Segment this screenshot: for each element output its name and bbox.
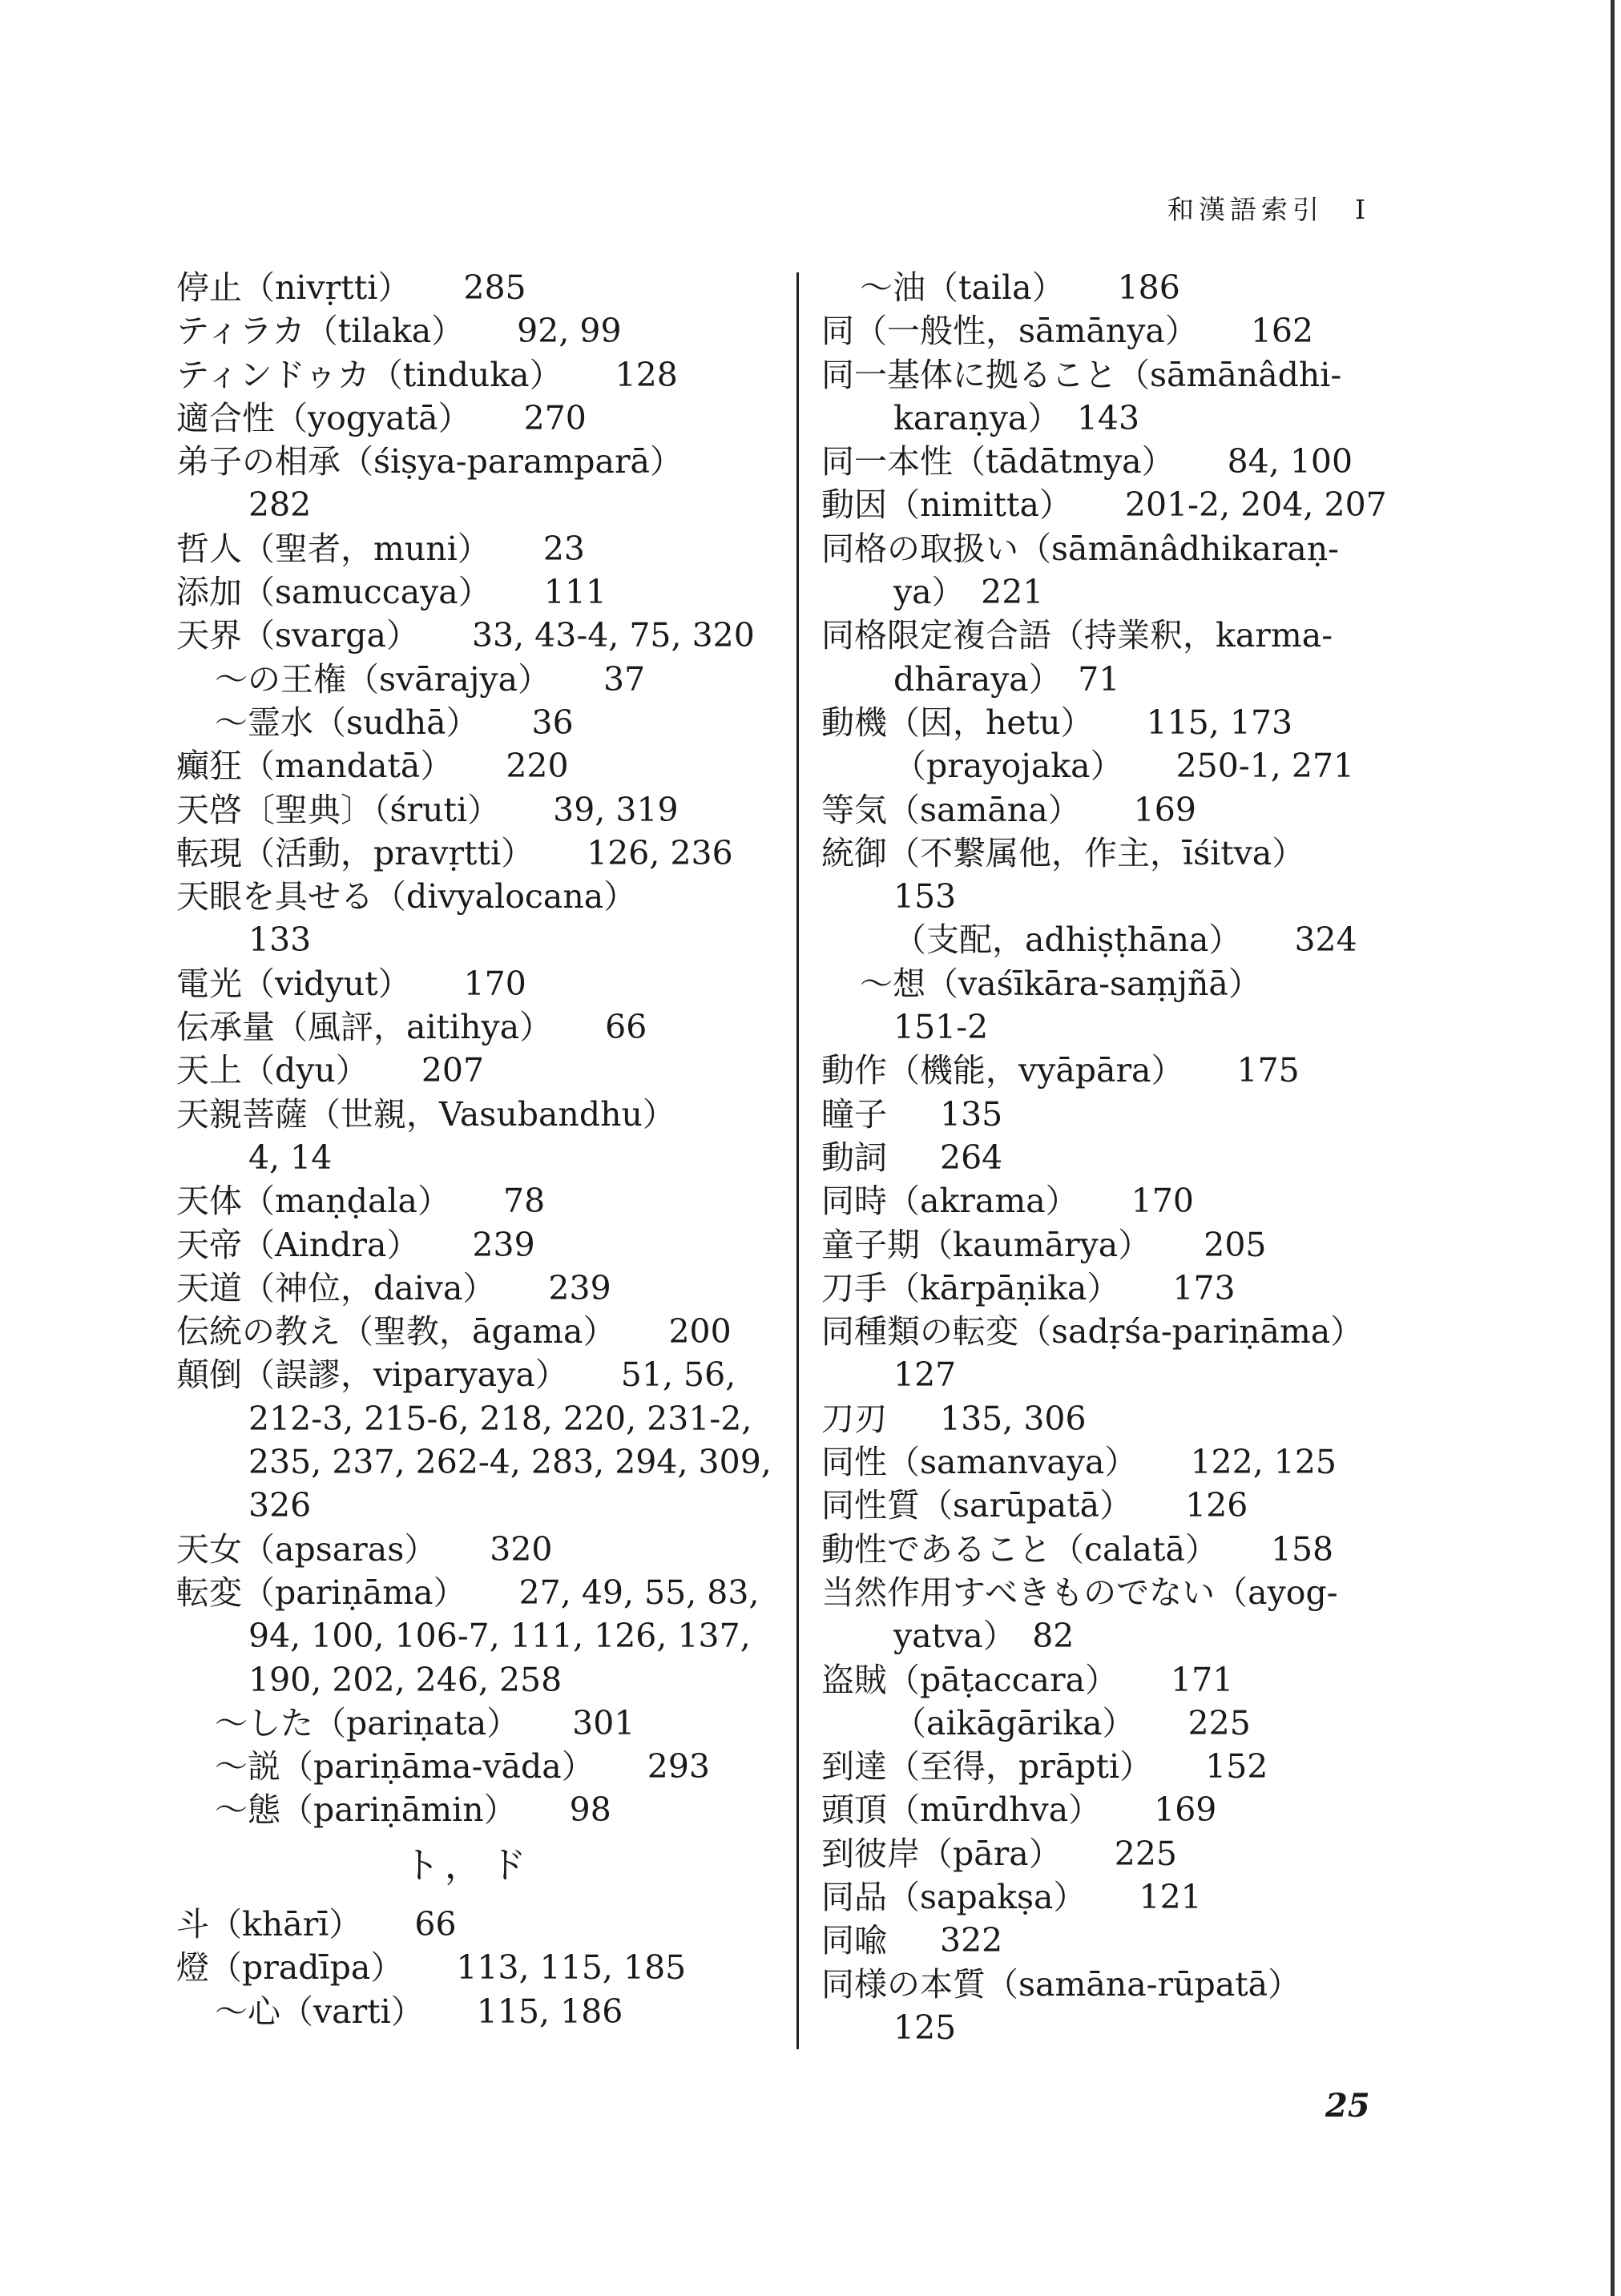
index-pages: 135, 306 (940, 1399, 1087, 1438)
index-pages: 264 (940, 1138, 1003, 1177)
index-entry (176, 527, 793, 570)
index-entry (176, 832, 793, 875)
index-pages: 301 (572, 1703, 635, 1742)
index-pages: 170 (463, 964, 526, 1003)
index-entry (821, 353, 1438, 397)
index-entry (821, 1832, 1438, 1875)
index-term: 瞳子 (821, 1094, 887, 1134)
index-term: 動作（機能，vyāpāra） (821, 1051, 1184, 1090)
index-pages: 152 (1205, 1747, 1268, 1786)
index-term: 同格の取扱い（sāmānâdhikaraṇ- (821, 529, 1340, 568)
index-term: 動因（nimitta） (821, 485, 1072, 525)
index-pages: 122, 125 (1190, 1443, 1337, 1482)
index-term: 到達（至得，prāpti） (821, 1747, 1153, 1786)
index-continuation: yatva） 82 (893, 1617, 1075, 1656)
index-entry (821, 1267, 1438, 1310)
index-entry (176, 962, 793, 1005)
index-entry (821, 1702, 1438, 1745)
index-entry (821, 527, 1438, 570)
index-pages: 175 (1236, 1051, 1300, 1090)
index-pages: 111 (543, 573, 607, 612)
index-pages: 27, 49, 55, 83, (518, 1573, 760, 1612)
index-term: 〜想（vaśīkāra-saṃjñā） (860, 964, 1261, 1003)
index-entry (176, 701, 793, 744)
index-entry (821, 1223, 1438, 1267)
index-pages: 158 (1270, 1529, 1334, 1569)
index-continuation: 190, 202, 246, 258 (248, 1660, 563, 1699)
index-entry (176, 1049, 793, 1092)
index-term: 同時（akrama） (821, 1182, 1079, 1221)
index-term: 到彼岸（pāra） (821, 1834, 1062, 1873)
index-pages: 37 (603, 659, 646, 699)
index-entry (176, 1903, 793, 1946)
index-entry (176, 266, 793, 309)
index-entry (176, 1310, 793, 1353)
index-entry (176, 1223, 793, 1267)
index-term: 盗賊（pāṭaccara） (821, 1660, 1119, 1699)
index-term: 天上（dyu） (176, 1051, 369, 1090)
index-term: ティラカ（tilaka） (176, 312, 465, 351)
index-term: 同性質（sarūpatā） (821, 1486, 1133, 1525)
index-term: 弟子の相承（śiṣya-paramparā） (176, 442, 683, 481)
index-entry (176, 1990, 793, 2033)
index-term: 同性（samanvaya） (821, 1443, 1138, 1482)
index-term: 〜心（varti） (215, 1992, 424, 2031)
index-entry (176, 1353, 793, 1396)
index-entry (821, 1440, 1438, 1484)
index-term: 刀刃 (821, 1399, 887, 1438)
index-pages: 320 (490, 1529, 553, 1569)
index-term: 〜油（taila） (860, 268, 1065, 307)
index-continuation: 125 (893, 2008, 957, 2047)
index-entry (821, 266, 1438, 309)
index-pages: 84, 100 (1227, 442, 1353, 481)
index-continuation: dhāraya） 71 (893, 659, 1120, 699)
index-term: （支配，adhiṣṭhāna） (893, 920, 1242, 960)
index-term: 天啓〔聖典〕（śruti） (176, 790, 501, 829)
index-entry (821, 1136, 1438, 1179)
index-entry (821, 1919, 1438, 1962)
index-continuation: 235, 237, 262-4, 283, 294, 309, (248, 1443, 772, 1482)
index-entry (176, 1788, 793, 1831)
index-entry (821, 483, 1438, 526)
index-term: 同一本性（tādātmya） (821, 442, 1175, 481)
index-pages: 169 (1133, 790, 1196, 829)
index-pages: 225 (1188, 1703, 1251, 1742)
index-pages: 66 (414, 1904, 457, 1944)
column-divider (796, 272, 799, 2049)
index-term: 添加（samuccaya） (176, 573, 491, 612)
index-continuation: 4, 14 (248, 1138, 333, 1177)
index-entry (821, 918, 1438, 961)
index-term: 電光（vidyut） (176, 964, 411, 1003)
index-entry (176, 397, 793, 440)
index-term: 同一基体に拠ること（sāmānâdhi- (821, 355, 1342, 394)
index-entry (176, 440, 793, 483)
index-term: 顛倒（誤謬，viparyaya） (176, 1355, 568, 1395)
index-term: 天界（svarga） (176, 616, 419, 655)
index-entry (821, 1658, 1438, 1702)
index-entry (821, 1310, 1438, 1353)
index-term: 〜した（pariṇata） (215, 1703, 520, 1742)
index-term: 転現（活動，pravṛtti） (176, 833, 534, 872)
index-entry (176, 1745, 793, 1788)
index-term: （aikāgārika） (893, 1703, 1135, 1742)
index-pages: 126 (1185, 1486, 1248, 1525)
index-pages: 98 (569, 1790, 611, 1830)
index-entry (176, 1571, 793, 1614)
index-pages: 135 (940, 1094, 1003, 1134)
index-pages: 170 (1131, 1182, 1194, 1221)
index-column-left (176, 266, 793, 2033)
index-term: 〜説（pariṇāma-vāda） (215, 1747, 595, 1786)
index-pages: 270 (523, 398, 587, 437)
index-term: 天親菩薩（世親，Vasubandhu） (176, 1094, 675, 1134)
index-pages: 113, 115, 185 (456, 1948, 687, 1988)
index-entry (176, 1093, 793, 1136)
index-term: 統御（不繋属他，作主，īśitva） (821, 833, 1305, 872)
index-entry (821, 701, 1438, 744)
index-term: 天女（apsaras） (176, 1529, 438, 1569)
index-pages: 285 (463, 268, 526, 307)
index-pages: 169 (1154, 1790, 1217, 1830)
index-entry (821, 962, 1438, 1005)
index-term: 適合性（yogyatā） (176, 398, 471, 437)
index-pages: 171 (1171, 1660, 1234, 1699)
index-term: 刀手（kārpāṇika） (821, 1268, 1120, 1307)
index-entry (821, 1963, 1438, 2006)
index-continuation: 151-2 (893, 1008, 989, 1047)
index-term: 燈（pradīpa） (176, 1948, 404, 1988)
index-entry (821, 1179, 1438, 1223)
index-continuation: 153 (893, 877, 957, 916)
index-term: 頭頂（mūrdhva） (821, 1790, 1102, 1830)
index-term: 転変（pariṇāma） (176, 1573, 466, 1612)
index-term: （prayojaka） (893, 747, 1123, 786)
index-continuation: 326 (248, 1486, 312, 1525)
index-pages: 92, 99 (517, 312, 622, 351)
index-pages: 293 (647, 1747, 710, 1786)
index-term: 伝承量（風評，aitihya） (176, 1008, 553, 1047)
index-entry (176, 1267, 793, 1310)
index-term: 天体（maṇḍala） (176, 1182, 450, 1221)
index-pages: 322 (940, 1921, 1003, 1960)
index-term: 童子期（kaumārya） (821, 1225, 1151, 1264)
index-column-right (821, 266, 1438, 2049)
index-term: 天眼を具せる（divyalocana） (176, 877, 637, 916)
index-pages: 239 (548, 1268, 611, 1307)
index-pages: 121 (1139, 1877, 1202, 1916)
page-number: 25 (1325, 2087, 1370, 2125)
index-entry (821, 440, 1438, 483)
index-term: 哲人（聖者，muni） (176, 529, 490, 568)
index-pages: 23 (542, 529, 585, 568)
index-pages: 36 (531, 703, 574, 742)
index-entry (821, 1788, 1438, 1831)
index-entry (176, 1946, 793, 1989)
index-entry (821, 1484, 1438, 1527)
index-entry (176, 1179, 793, 1223)
index-pages: 225 (1114, 1834, 1177, 1873)
index-entry (821, 1397, 1438, 1440)
index-term: 天帝（Aindra） (176, 1225, 420, 1264)
index-continuation: 282 (248, 485, 312, 525)
index-term: 癲狂（mandatā） (176, 747, 454, 786)
index-term: 同様の本質（samāna-rūpatā） (821, 1964, 1301, 2004)
index-pages: 128 (615, 355, 678, 394)
index-term: 〜の王権（svārajya） (215, 659, 551, 699)
index-pages: 126, 236 (587, 833, 733, 872)
index-entry (176, 744, 793, 787)
index-term: 同喩 (821, 1921, 887, 1960)
section-heading: ト，ド (403, 1843, 534, 1887)
index-continuation: karaṇya） 143 (893, 398, 1140, 437)
index-term: 動機（因，hetu） (821, 703, 1094, 742)
index-pages: 201-2, 204, 207 (1124, 485, 1387, 525)
index-entry (821, 1745, 1438, 1788)
index-pages: 250-1, 271 (1175, 747, 1355, 786)
index-term: 斗（khārī） (176, 1904, 362, 1944)
index-entry (821, 614, 1438, 657)
index-entry (176, 1005, 793, 1049)
index-term: ティンドゥカ（tinduka） (176, 355, 563, 394)
index-pages: 207 (421, 1051, 485, 1090)
index-pages: 173 (1172, 1268, 1236, 1307)
index-pages: 220 (506, 747, 569, 786)
index-term: 等気（samāna） (821, 790, 1081, 829)
index-pages: 66 (605, 1008, 647, 1047)
index-pages: 33, 43-4, 75, 320 (471, 616, 755, 655)
index-entry (821, 744, 1438, 787)
index-entry (176, 309, 793, 352)
index-entry (821, 1571, 1438, 1614)
index-pages: 162 (1250, 312, 1314, 351)
index-term: 同種類の転変（sadṛśa-pariṇāma） (821, 1312, 1364, 1351)
index-term: 動詞 (821, 1138, 887, 1177)
index-pages: 205 (1204, 1225, 1267, 1264)
index-pages: 239 (472, 1225, 535, 1264)
index-pages: 51, 56, (620, 1355, 736, 1395)
index-pages: 200 (668, 1312, 732, 1351)
index-entry (821, 832, 1438, 875)
index-term: 同品（sapakṣa） (821, 1877, 1087, 1916)
index-continuation: 127 (893, 1355, 957, 1395)
index-entry (821, 1528, 1438, 1571)
index-pages: 186 (1117, 268, 1180, 307)
index-pages: 39, 319 (553, 790, 679, 829)
index-entry (176, 570, 793, 614)
index-continuation: 212-3, 215-6, 218, 220, 231-2, (248, 1399, 752, 1438)
index-continuation: 94, 100, 106-7, 111, 126, 137, (248, 1617, 751, 1656)
index-entry (176, 353, 793, 397)
index-entry (821, 788, 1438, 832)
running-header: 和漢語索引 I (1167, 194, 1370, 225)
index-term: 当然作用すべきものでない（ayog- (821, 1573, 1338, 1612)
index-entry (821, 309, 1438, 352)
index-entry (176, 788, 793, 832)
index-continuation: ya） 221 (893, 573, 1044, 612)
index-entry (821, 1875, 1438, 1919)
index-entry (176, 875, 793, 918)
index-term: 動性であること（calatā） (821, 1529, 1218, 1569)
index-entry (176, 614, 793, 657)
index-term: 〜霊水（sudhā） (215, 703, 479, 742)
index-pages: 115, 186 (476, 1992, 623, 2031)
index-continuation: 133 (248, 920, 312, 960)
index-entry (176, 1702, 793, 1745)
index-entry (821, 1049, 1438, 1092)
index-entry (176, 1528, 793, 1571)
index-term: 停止（nivṛtti） (176, 268, 411, 307)
index-pages: 324 (1294, 920, 1357, 960)
index-entry (176, 658, 793, 701)
index-term: 同格限定複合語（持業釈，karma- (821, 616, 1333, 655)
index-term: 天道（神位，daiva） (176, 1268, 496, 1307)
index-term: 伝統の教え（聖教，āgama） (176, 1312, 616, 1351)
index-entry (821, 1093, 1438, 1136)
index-pages: 78 (502, 1182, 546, 1221)
index-term: 同（一般性，sāmānya） (821, 312, 1198, 351)
page-edge-rule (1611, 0, 1615, 2296)
index-term: 〜態（pariṇāmin） (215, 1790, 517, 1830)
index-pages: 115, 173 (1146, 703, 1293, 742)
